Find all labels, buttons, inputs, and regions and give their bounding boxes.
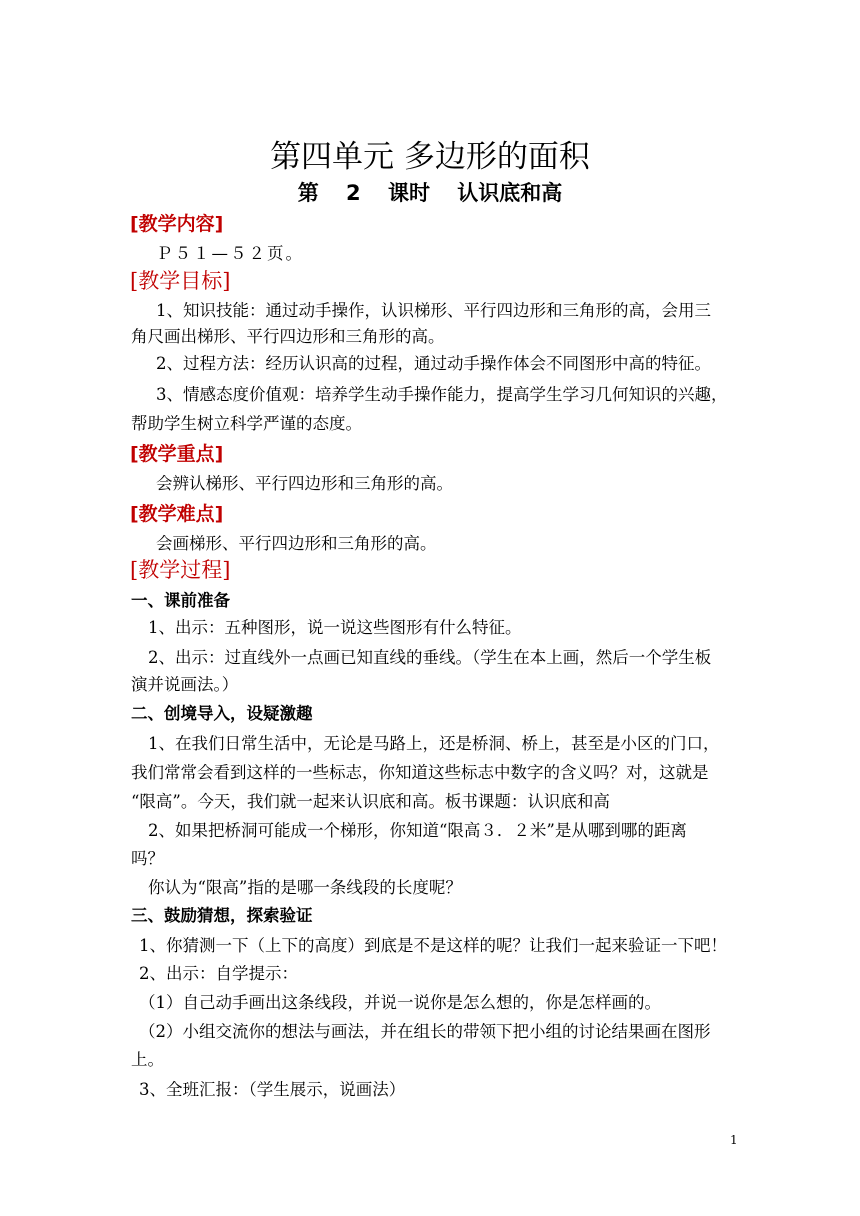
part1-line-3: 演并说画法。） (131, 675, 239, 694)
part1-line-2: 2、出示：过直线外一点画已知直线的垂线。（学生在本上画，然后一个学生板 (148, 648, 712, 667)
lesson-subtitle: 第 2 课时 认识底和高 (297, 181, 563, 205)
content-text: Ｐ５１—５２页。 (156, 244, 304, 263)
part3-line-6: 3、全班汇报：（学生展示，说画法） (139, 1080, 406, 1099)
goal-line-4: 3、情感态度价值观：培养学生动手操作能力，提高学生学习几何知识的兴趣， (156, 385, 728, 404)
page-number: 1 (730, 1133, 738, 1147)
heading-difficulty: [教学难点] (130, 503, 224, 525)
heading-process: [教学过程] (130, 558, 231, 582)
part3-line-1: 1、你猜测一下（上下的高度）到底是不是这样的呢？让我们一起来验证一下吧！ (139, 936, 727, 955)
part3-line-5: 上。 (131, 1050, 164, 1069)
unit-title: 第四单元 多边形的面积 (270, 139, 590, 175)
goal-line-3: 2、过程方法：经历认识高的过程，通过动手操作体会不同图形中高的特征。 (156, 354, 711, 373)
part3-line-3: （1）自己动手画出这条线段，并说一说你是怎么想的，你是怎样画的。 (139, 993, 661, 1012)
difficulty-text: 会画梯形、平行四边形和三角形的高。 (156, 534, 437, 553)
part2-line-6: 你认为“限高”指的是哪一条线段的长度呢？ (148, 878, 462, 897)
heading-key: [教学重点] (130, 443, 224, 465)
part2-line-1: 1、在我们日常生活中，无论是马路上，还是桥洞、桥上，甚至是小区的门口， (148, 734, 720, 753)
part3-line-4: （2）小组交流你的想法与画法，并在组长的带领下把小组的讨论结果画在图形 (139, 1022, 711, 1041)
heading-content: [教学内容] (130, 213, 224, 235)
part3-title: 三、鼓励猜想，探索验证 (131, 906, 313, 925)
part2-title: 二、创境导入，设疑激趣 (131, 704, 313, 723)
part1-title: 一、课前准备 (131, 591, 230, 610)
part2-line-5: 吗？ (131, 849, 164, 868)
part2-line-4: 2、如果把桥洞可能成一个梯形，你知道“限高３．２米”是从哪到哪的距离 (148, 821, 687, 840)
key-text: 会辨认梯形、平行四边形和三角形的高。 (156, 474, 453, 493)
part2-line-2: 我们常常会看到这样的一些标志，你知道这些标志中数字的含义吗？对，这就是 (131, 763, 709, 782)
part2-line-3: “限高”。今天，我们就一起来认识底和高。板书课题：认识底和高 (131, 792, 610, 811)
heading-goals: [教学目标] (130, 269, 231, 293)
goal-line-5: 帮助学生树立科学严谨的态度。 (131, 414, 362, 433)
goal-line-2: 角尺画出梯形、平行四边形和三角形的高。 (131, 327, 445, 346)
goal-line-1: 1、知识技能：通过动手操作，认识梯形、平行四边形和三角形的高，会用三 (156, 301, 711, 320)
part1-line-1: 1、出示：五种图形，说一说这些图形有什么特征。 (148, 618, 522, 637)
part3-line-2: 2、出示：自学提示： (139, 964, 298, 983)
